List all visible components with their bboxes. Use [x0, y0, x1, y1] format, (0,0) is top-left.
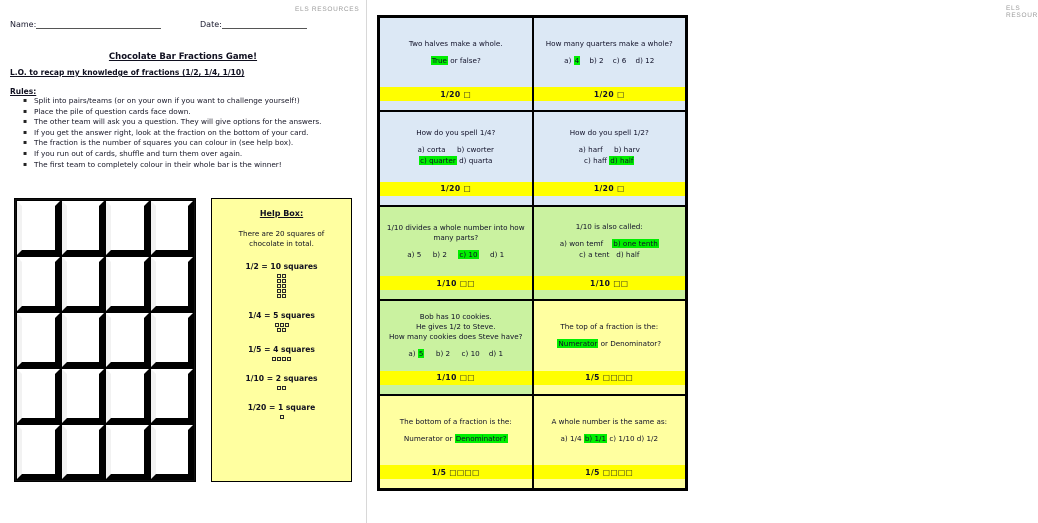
- help-mini-square: [275, 323, 279, 327]
- help-mini-square: [277, 386, 281, 390]
- help-entry: [212, 311, 351, 332]
- chocolate-square[interactable]: [62, 425, 105, 479]
- card-footer-space: [380, 101, 532, 110]
- highlighted-answer: Numerator: [558, 339, 598, 349]
- help-mini-square: [280, 323, 284, 327]
- question-text: 1/10 is also called:: [575, 222, 643, 232]
- help-entry-label: 1/4 = 5 squares: [248, 311, 315, 320]
- card-footer-space: [534, 479, 686, 488]
- chocolate-square[interactable]: [62, 369, 105, 423]
- date-input-line[interactable]: [222, 28, 307, 29]
- help-mini-square: [285, 323, 289, 327]
- chocolate-square[interactable]: [17, 257, 60, 311]
- question-text: The bottom of a fraction is the:: [399, 416, 512, 426]
- help-mini-square: [282, 284, 286, 288]
- answer-options: a) 5 b) 2 c) 10 d) 1: [407, 249, 505, 259]
- chocolate-square[interactable]: [106, 257, 149, 311]
- chocolate-square[interactable]: [17, 313, 60, 367]
- help-mini-square: [282, 357, 286, 361]
- question-card-body: [534, 207, 686, 276]
- help-box: [211, 198, 352, 482]
- help-mini-square: [272, 357, 276, 361]
- question-card[interactable]: [379, 395, 533, 489]
- fraction-band: 1/10 □□: [534, 276, 686, 290]
- chocolate-square[interactable]: [106, 201, 149, 255]
- question-text: A whole number is the same as:: [551, 416, 668, 426]
- chocolate-square[interactable]: [17, 425, 60, 479]
- worksheet-page: [0, 0, 366, 523]
- fraction-band: 1/10 □□: [380, 371, 532, 385]
- fraction-value: 1/5: [585, 373, 600, 383]
- card-footer-space: [380, 385, 532, 394]
- chocolate-square[interactable]: [151, 369, 194, 423]
- help-mini-square: [277, 328, 281, 332]
- help-mini-square: [277, 289, 281, 293]
- chocolate-square[interactable]: [151, 313, 194, 367]
- answer-options: a) 4 b) 2 c) 6 d) 12: [564, 55, 655, 65]
- question-text: How many quarters make a whole?: [545, 38, 673, 48]
- question-card[interactable]: [533, 111, 687, 205]
- help-mini-square: [282, 279, 286, 283]
- help-mini-square: [277, 274, 281, 278]
- question-card[interactable]: [533, 206, 687, 300]
- chocolate-square[interactable]: [151, 425, 194, 479]
- question-text: How do you spell 1/2?: [569, 128, 649, 138]
- help-entry: [212, 374, 351, 390]
- chocolate-square[interactable]: [151, 257, 194, 311]
- question-card-body: [380, 396, 532, 465]
- highlighted-answer: Denominator?: [455, 433, 507, 443]
- fraction-band: 1/20 □: [380, 87, 532, 101]
- question-card-body: [534, 112, 686, 181]
- card-footer-space: [534, 290, 686, 299]
- card-footer-space: [380, 196, 532, 205]
- question-card-body: [380, 18, 532, 87]
- help-entry-squares: [212, 415, 351, 419]
- question-text: Bob has 10 cookies. He gives 1/2 to Steve. How many cookies does Steve have?: [389, 312, 523, 342]
- answer-options: a) harf b) harv c) haff d) half: [578, 145, 640, 165]
- question-text: Two halves make a whole.: [408, 38, 503, 48]
- rule-item: ▪ The first team to completely colour in their whole bar is the winner!: [34, 160, 374, 171]
- help-mini-square: [282, 328, 286, 332]
- highlighted-answer: True: [431, 55, 447, 65]
- question-card[interactable]: [533, 300, 687, 394]
- answer-options: a) won temf b) one tenth c) a tent d) half: [559, 239, 658, 259]
- fraction-value: 1/10: [590, 278, 611, 288]
- chocolate-square[interactable]: [106, 369, 149, 423]
- rule-item: ▪ The other team will ask you a question. They will give options for the answers.: [34, 117, 374, 128]
- chocolate-square[interactable]: [106, 425, 149, 479]
- rules-list: [18, 96, 374, 170]
- date-field-row: [200, 20, 307, 29]
- fraction-band: 1/5 □□□□: [534, 465, 686, 479]
- rule-item: ▪ If you get the answer right, look at the fraction on the bottom of your card.: [34, 128, 374, 139]
- help-entry-squares: [276, 386, 287, 390]
- fraction-band: 1/5 □□□□: [380, 465, 532, 479]
- question-text: How do you spell 1/4?: [416, 128, 496, 138]
- help-entry-squares: [274, 323, 290, 332]
- card-footer-space: [534, 196, 686, 205]
- help-entry-squares: [271, 357, 293, 361]
- highlighted-answer: b) one tenth: [613, 239, 658, 249]
- highlighted-answer: c) quarter: [420, 155, 456, 165]
- rule-item: ▪ If you run out of cards, shuffle and turn them over again.: [34, 149, 374, 160]
- chocolate-square[interactable]: [151, 201, 194, 255]
- rule-item: ▪ The fraction is the number of squares you can colour in (see help box).: [34, 138, 374, 149]
- card-footer-space: [534, 385, 686, 394]
- highlighted-answer: b) 1/1: [584, 433, 607, 443]
- chocolate-bar-grid[interactable]: [14, 198, 196, 482]
- help-entry-label: 1/20 = 1 square: [247, 403, 316, 412]
- date-label: Date:: [200, 20, 222, 29]
- help-mini-square: [282, 289, 286, 293]
- question-card[interactable]: [379, 206, 533, 300]
- fraction-value: 1/20: [440, 89, 461, 99]
- question-text: 1/10 divides a whole number into how many parts?: [386, 222, 525, 242]
- chocolate-square[interactable]: [106, 313, 149, 367]
- answer-options: True or false?: [431, 55, 481, 65]
- card-footer-space: [380, 290, 532, 299]
- rules-heading: Rules:: [10, 87, 37, 96]
- fraction-value: 1/10: [436, 278, 457, 288]
- help-box-entries: [212, 262, 351, 419]
- answer-options: Numerator or Denominator?: [558, 339, 662, 349]
- fraction-value: 1/5: [585, 467, 600, 477]
- learning-objective: L.O. to recap my knowledge of fractions (1/2, 1/4, 1/10): [10, 68, 245, 77]
- name-field-row: [10, 20, 161, 29]
- question-card-body: [380, 112, 532, 181]
- help-mini-square: [282, 386, 286, 390]
- question-card[interactable]: [379, 300, 533, 394]
- fraction-band: 1/5 □□□□: [534, 371, 686, 385]
- chocolate-square[interactable]: [17, 201, 60, 255]
- help-mini-square: [287, 357, 291, 361]
- watermark-right: ELS RESOUR: [1006, 5, 1038, 19]
- chocolate-square[interactable]: [17, 369, 60, 423]
- help-mini-square: [277, 284, 281, 288]
- help-entry: [212, 262, 351, 298]
- question-card-body: [534, 18, 686, 87]
- answer-options: a) 1/4 b) 1/1 c) 1/10 d) 1/2: [560, 433, 659, 443]
- fraction-value: 1/20: [593, 184, 615, 194]
- card-footer-space: [380, 479, 532, 488]
- help-mini-square: [280, 415, 284, 419]
- answer-options: a) corta b) cworter c) quarter d) quarta: [417, 145, 494, 165]
- name-input-line[interactable]: [36, 28, 161, 29]
- question-card-grid: [377, 15, 688, 491]
- question-card[interactable]: [533, 17, 687, 111]
- help-entry-label: 1/5 = 4 squares: [248, 345, 315, 354]
- highlighted-answer: c) 10: [459, 249, 478, 259]
- chocolate-square[interactable]: [62, 313, 105, 367]
- chocolate-square[interactable]: [62, 201, 105, 255]
- help-mini-square: [277, 279, 281, 283]
- help-mini-square: [277, 294, 281, 298]
- watermark-left: ELS RESOURCES: [295, 6, 360, 13]
- rule-item: ▪ Split into pairs/teams (or on your own if you want to challenge yourself!): [34, 96, 374, 107]
- rule-item: ▪ Place the pile of question cards face down.: [34, 107, 374, 118]
- help-entry-label: 1/2 = 10 squares: [245, 262, 318, 271]
- fraction-value: 1/5: [431, 467, 447, 477]
- answer-options: Numerator or Denominator?: [403, 433, 507, 443]
- question-card-body: [534, 301, 686, 370]
- chocolate-square[interactable]: [62, 257, 105, 311]
- help-box-title: Help Box:: [259, 209, 304, 218]
- page-divider: [366, 0, 367, 523]
- help-mini-square: [277, 357, 281, 361]
- highlighted-answer: 5: [418, 349, 424, 359]
- help-mini-square: [282, 274, 286, 278]
- help-entry: [212, 403, 351, 419]
- question-cards-page: [368, 0, 1038, 523]
- fraction-band: 1/20 □: [380, 182, 532, 196]
- question-card[interactable]: [533, 395, 687, 489]
- help-mini-square: [282, 294, 286, 298]
- page-title: Chocolate Bar Fractions Game!: [108, 52, 258, 62]
- answer-options: a) 5 b) 2 c) 10 d) 1: [408, 349, 504, 359]
- highlighted-answer: 4: [574, 55, 580, 65]
- fraction-value: 1/10: [436, 373, 457, 383]
- question-text: The top of a fraction is the:: [560, 322, 659, 332]
- fraction-band: 1/20 □: [534, 87, 686, 101]
- help-box-intro: There are 20 squares of chocolate in total.: [238, 229, 325, 248]
- help-entry-label: 1/10 = 2 squares: [245, 374, 318, 383]
- fraction-band: 1/10 □□: [380, 276, 532, 290]
- name-label: Name:: [10, 20, 37, 29]
- help-entry-squares: [276, 274, 287, 298]
- help-entry: [212, 345, 351, 361]
- question-card-body: [534, 396, 686, 465]
- fraction-band: 1/20 □: [534, 182, 686, 196]
- question-card[interactable]: [379, 111, 533, 205]
- fraction-value: 1/20: [440, 184, 461, 194]
- card-footer-space: [534, 101, 686, 110]
- highlighted-answer: d) half: [610, 155, 634, 165]
- question-card-body: [380, 207, 532, 276]
- fraction-value: 1/20: [593, 89, 615, 99]
- question-card-body: [380, 301, 532, 370]
- question-card[interactable]: [379, 17, 533, 111]
